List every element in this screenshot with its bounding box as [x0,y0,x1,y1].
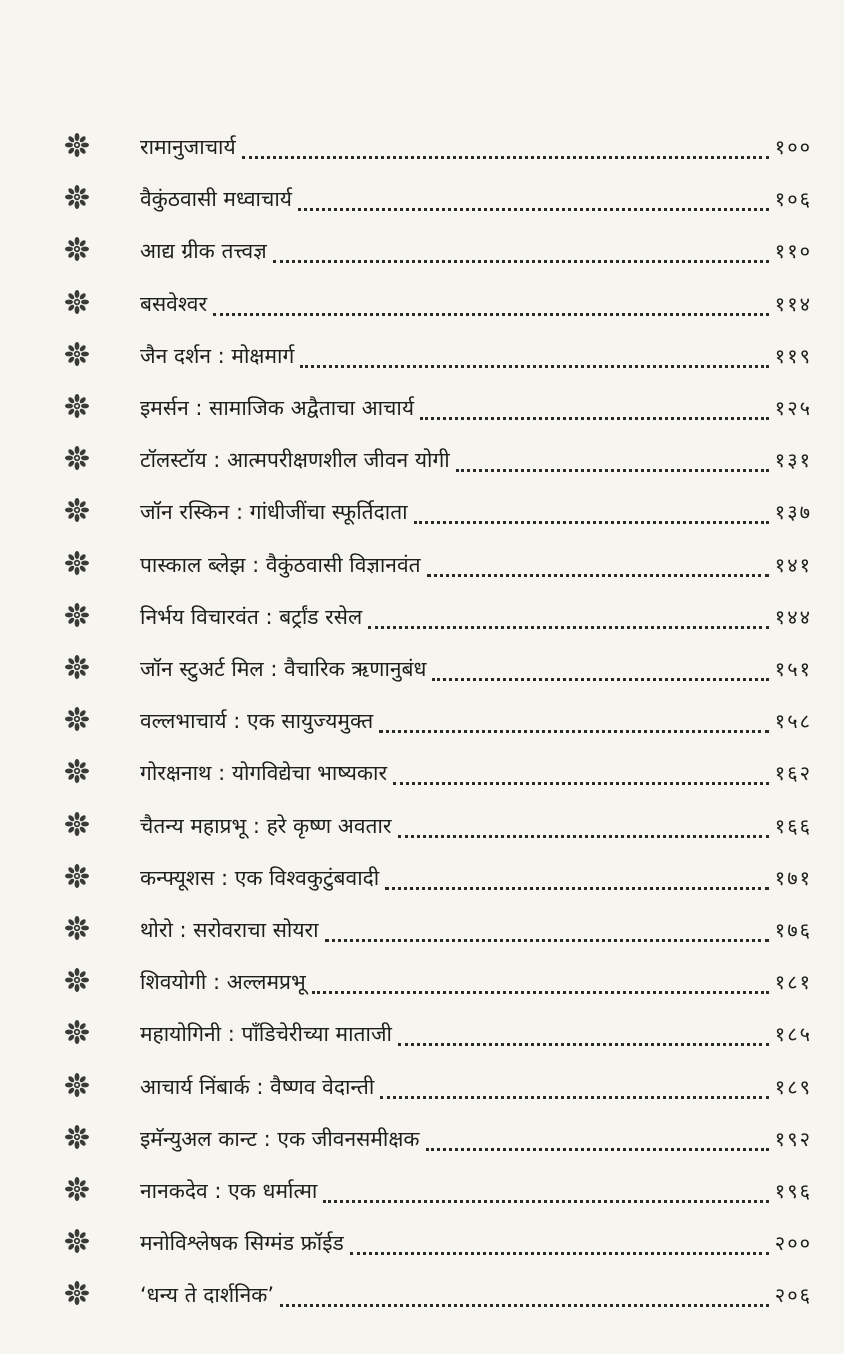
toc-entry-page-number: १०० [774,135,812,159]
toc-entry-page-number: १४४ [774,604,812,629]
toc-entry[interactable] [0,859,844,893]
toc-entry-page-number: १८९ [774,1074,812,1099]
toc-entry-line [140,441,812,475]
flower-bullet-icon [64,1072,90,1098]
toc-entry-title: जॉन रस्किन : गांधीजींचा स्फूर्तिदाता [140,500,408,525]
flower-bullet-icon [64,184,90,210]
flower-bullet-icon [64,1280,90,1306]
toc-entry-title: गोरक्षनाथ : योगविद्येचा भाष्यकार [140,761,388,786]
toc-entry-line [140,1172,812,1206]
flower-bullet-icon [64,393,90,419]
toc-entry-title: रामानुजाचार्य [140,135,236,159]
toc-entry-page-number: १९६ [774,1179,812,1203]
toc-entry-line [140,650,812,684]
toc-entry-title: इमर्सन : सामाजिक अद्वैताचा आचार्य [140,396,414,420]
toc-entry-page-number: १९२ [774,1126,812,1151]
dot-leader [385,863,769,890]
flower-bullet-icon [64,863,90,889]
toc-entry-line [140,963,812,997]
toc-entry-line [140,807,812,841]
toc-entry-line [140,1015,812,1049]
flower-bullet-icon [64,1176,90,1202]
flower-bullet-icon [64,811,90,837]
toc-entry-title: चैतन्य महाप्रभू : हरे कृष्ण अवतार [140,813,392,838]
toc-entry-title: आचार्य निंबार्क : वैष्णव वेदान्ती [140,1074,375,1099]
dot-leader [426,1124,769,1151]
flower-bullet-icon [64,654,90,680]
dot-leader [427,550,769,577]
dot-leader [380,1072,769,1099]
toc-entry-line [140,389,812,423]
toc-entry[interactable] [0,546,844,580]
dot-leader [312,967,769,994]
toc-entry-line [140,598,812,632]
toc-entry-title: थोरो : सरोवराचा सोयरा [140,918,319,942]
toc-entry-page-number: १२५ [774,396,812,420]
toc-entry[interactable] [0,1172,844,1206]
toc-entry-line [140,754,812,788]
flower-bullet-icon [64,758,90,784]
dot-leader [420,393,769,420]
toc-entry-line [140,1068,812,1102]
dot-leader [323,1176,768,1203]
toc-entry[interactable] [0,493,844,527]
dot-leader [456,445,769,472]
dot-leader [368,602,769,629]
toc-entry-page-number: १७६ [774,918,812,942]
dot-leader [273,236,769,263]
toc-entry-page-number: १०६ [774,187,812,212]
dot-leader [325,915,769,942]
toc-entry-title: कन्फ्यूशस : एक विश्वकुटुंबवादी [140,865,380,890]
flower-bullet-icon [64,915,90,941]
toc-entry[interactable] [0,128,844,162]
toc-entry[interactable] [0,1068,844,1102]
flower-bullet-icon [64,706,90,732]
dot-leader [280,1280,769,1307]
toc-entry-line [140,493,812,527]
dot-leader [414,497,769,524]
flower-bullet-icon [64,1124,90,1150]
toc-entry-line [140,911,812,945]
toc-entry-title: वैकुंठवासी मध्वाचार्य [140,187,292,212]
dot-leader [242,132,769,159]
toc-entry-line [140,546,812,580]
toc-entry-page-number: १३१ [774,448,812,473]
toc-entry-line [140,702,812,736]
toc-entry[interactable] [0,1120,844,1154]
toc-entry-page-number: १८१ [774,970,812,995]
flower-bullet-icon [64,497,90,523]
toc-entry[interactable] [0,1015,844,1049]
toc-entry-title: जैन दर्शन : मोक्षमार्ग [140,343,295,368]
toc-entry-page-number: ११९ [774,343,812,368]
flower-bullet-icon [64,550,90,576]
toc-entry-page-number: ११० [774,239,812,264]
toc-entry-page-number: १५१ [774,657,812,681]
toc-entry-page-number: १४१ [774,552,812,577]
toc-entry-title: जॉन स्टुअर्ट मिल : वैचारिक ऋणानुबंध [140,657,427,681]
toc-entry-line [140,180,812,214]
flower-bullet-icon [64,289,90,315]
toc-entry[interactable] [0,911,844,945]
flower-bullet-icon [64,1228,90,1254]
toc-entry[interactable] [0,1224,844,1258]
dot-leader [350,1228,769,1255]
dot-leader [300,341,768,368]
toc-entry-line [140,337,812,371]
toc-entry-title: ‘धन्य ते दार्शनिक’ [140,1283,275,1308]
toc-entry[interactable] [0,650,844,684]
toc-entry[interactable] [0,389,844,423]
toc-entry-line [140,859,812,893]
toc-entry-title: महायोगिनी : पाँडिचेरीच्या माताजी [140,1022,392,1047]
toc-entry-page-number: १६२ [774,761,812,786]
dot-leader [393,758,769,785]
flower-bullet-icon [64,341,90,367]
toc-entry-title: नानकदेव : एक धर्मात्मा [140,1179,318,1203]
toc-entry-title: पास्काल ब्लेझ : वैकुंठवासी विज्ञानवंत [140,552,421,577]
dot-leader [432,654,768,681]
flower-bullet-icon [64,236,90,262]
toc-entry-page-number: २०६ [774,1283,812,1308]
dot-leader [398,1019,769,1046]
toc-entry-page-number: २०० [774,1231,812,1256]
dot-leader [379,706,769,733]
toc-entry-line [140,1120,812,1154]
flower-bullet-icon [64,132,90,158]
toc-entry-title: निर्भय विचारवंत : बर्ट्रांड रसेल [140,604,363,629]
toc-entry-line [140,1276,812,1310]
toc-entry[interactable] [0,754,844,788]
dot-leader [213,289,769,316]
toc-entry-title: टॉलस्टॉय : आत्मपरीक्षणशील जीवन योगी [140,448,450,473]
flower-bullet-icon [64,602,90,628]
toc-entry[interactable] [0,702,844,736]
toc-entry-page-number: १५८ [774,709,812,734]
flower-bullet-icon [64,1019,90,1045]
toc-entry[interactable] [0,441,844,475]
toc-entry-page-number: १६६ [774,813,812,838]
toc-entry-title: वल्लभाचार्य : एक सायुज्यमुक्त [140,709,374,734]
toc-entry-line [140,1224,812,1258]
toc-entry-page-number: १३७ [774,500,812,525]
toc-entry-title: इमॅन्युअल कान्ट : एक जीवनसमीक्षक [140,1126,420,1151]
toc-entry-page-number: १७१ [774,865,812,890]
toc-entry[interactable] [0,180,844,214]
flower-bullet-icon [64,967,90,993]
dot-leader [298,184,769,211]
toc-entry-line [140,232,812,266]
toc-entry[interactable] [0,232,844,266]
toc-entry-page-number: ११४ [774,291,812,316]
flower-bullet-icon [64,445,90,471]
toc-entry-title: बसवेश्वर [140,291,208,316]
toc-entry[interactable] [0,598,844,632]
toc-entry[interactable] [0,1276,844,1310]
toc-entry[interactable] [0,807,844,841]
toc-entry-title: शिवयोगी : अल्लमप्रभू [140,970,306,995]
toc-entry[interactable] [0,963,844,997]
toc-entry[interactable] [0,337,844,371]
toc-entry-page-number: १८५ [774,1022,812,1047]
toc-entry-line [140,128,812,162]
toc-entry-title: आद्य ग्रीक तत्त्वज्ञ [140,239,267,264]
toc-entry[interactable] [0,285,844,319]
dot-leader [398,811,769,838]
toc-entry-line [140,285,812,319]
toc-entry-title: मनोविश्लेषक सिग्मंड फ्रॉईड [140,1231,344,1256]
